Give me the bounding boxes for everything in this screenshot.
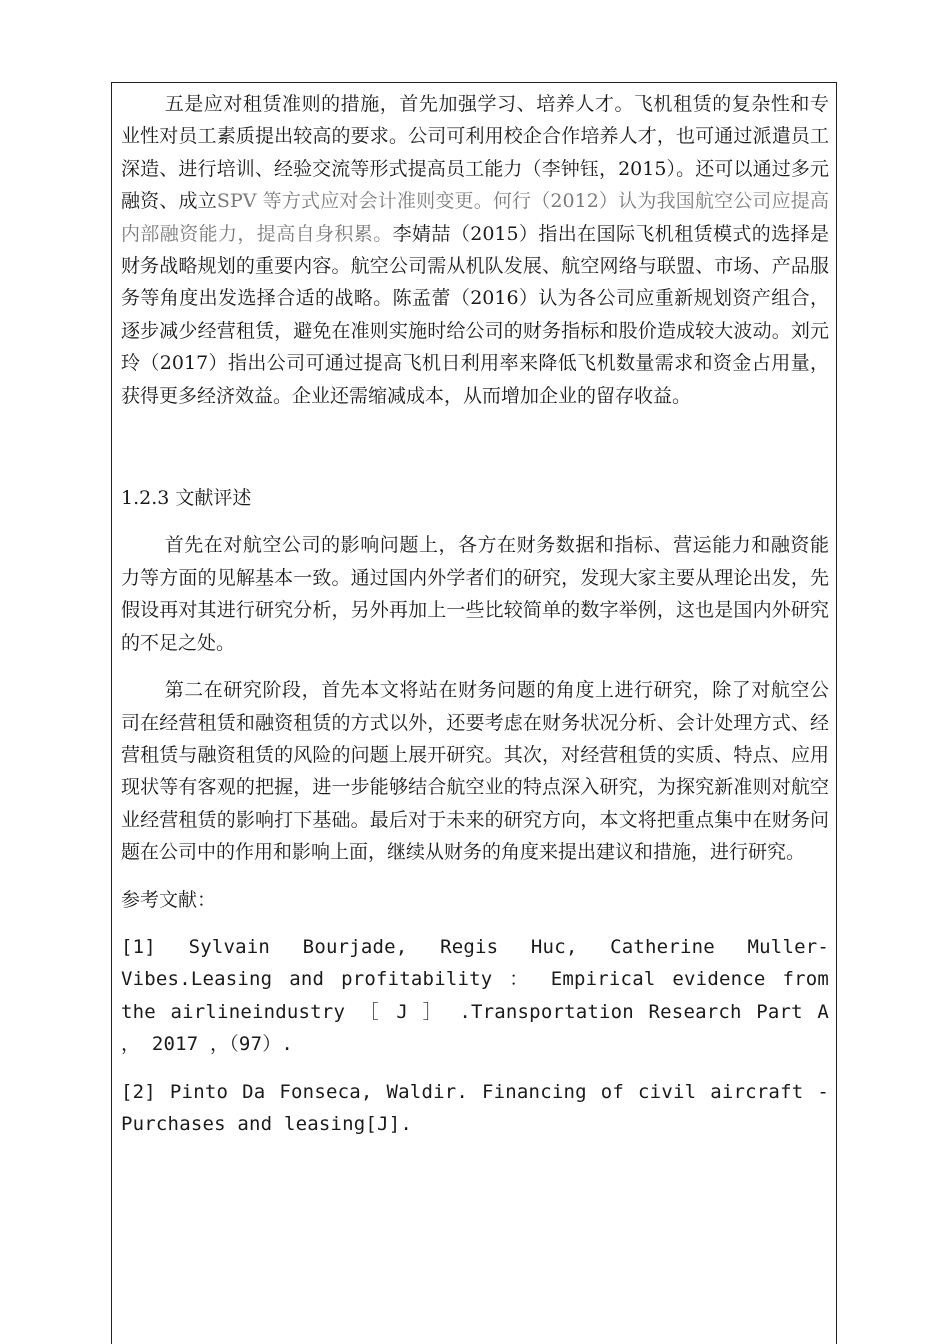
paragraph-text-grey: SPV 等方式应对会计准则变更。何行（2012）认为我国航空公司应提高内部融资能力，提高自身积累。	[121, 190, 829, 245]
paragraph-text: 李婧喆（2015）指出在国际飞机租赁模式的选择是财务战略规划的重要内容。航空公司需从机队发展、航空网络与联盟、市场、产品服务等角度出发选择合适的战略。陈孟蕾（2016）认为各公司应重新规划资产组合，逐步减少经营租赁，避免在准则实施时给公司的财务指标和股价造成较大波动。刘元玲（2017）指出公司可通过提高飞机日利用率来降低飞机数量需求和资金占用量，获得更多经济效益。企业还需缩减成本，从而增加企业的留存收益。	[121, 222, 829, 407]
paragraph-review-stage: 第二在研究阶段，首先本文将站在财务问题的角度上进行研究，除了对航空公司在经营租赁和融资租赁的方式以外，还要考虑在财务状况分析、会计处理方式、经营租赁与融资租赁的风险的问题上展开研究。其次，对经营租赁的实质、特点、应用现状等有客观的把握，进一步能够结合航空业的特点深入研究，为探究新准则对航空业经营租赁的影响打下基础。最后对于未来的研究方向，本文将把重点集中在财务问题在公司中的作用和影响上面，继续从财务的角度来提出建议和措施，进行研究。	[121, 679, 829, 864]
paragraph-text: 五是应对租赁准则的措施，首先加强学习、培养人才。飞机租赁的复杂性和专业性对员工素质提出较高的要求。公司可利用校企合作培养人才，也可通过派遣员工深造、进行培训、经验交流等形式提高员工能力（李钟钰，2015）。还可以通过多元融资、成立	[121, 93, 829, 213]
reference-item-2: [2] Pinto Da Fonseca, Waldir. Financing of civil aircraft - Purchases and leasing[J].	[121, 1080, 829, 1135]
document-body	[121, 88, 829, 1140]
references-label: 参考文献：	[121, 888, 217, 911]
reference-item-1: [1] Sylvain Bourjade, Regis Huc, Catherine Muller-Vibes.Leasing and profitability ： Empirical evidence from the airlineindustry ［ J ］ .Transportation Research Part A ， 2017 ，（97）.	[121, 935, 829, 1056]
paragraph-review-impact: 首先在对航空公司的影响问题上，各方在财务数据和指标、营运能力和融资能力等方面的见解基本一致。通过国内外学者们的研究，发现大家主要从理论出发，先假设再对其进行研究分析，另外再加上一些比较简单的数字举例，这也是国内外研究的不足之处。	[121, 534, 829, 654]
section-heading: 1.2.3 文献评述	[121, 487, 252, 510]
paragraph-lease-measures	[121, 88, 829, 412]
